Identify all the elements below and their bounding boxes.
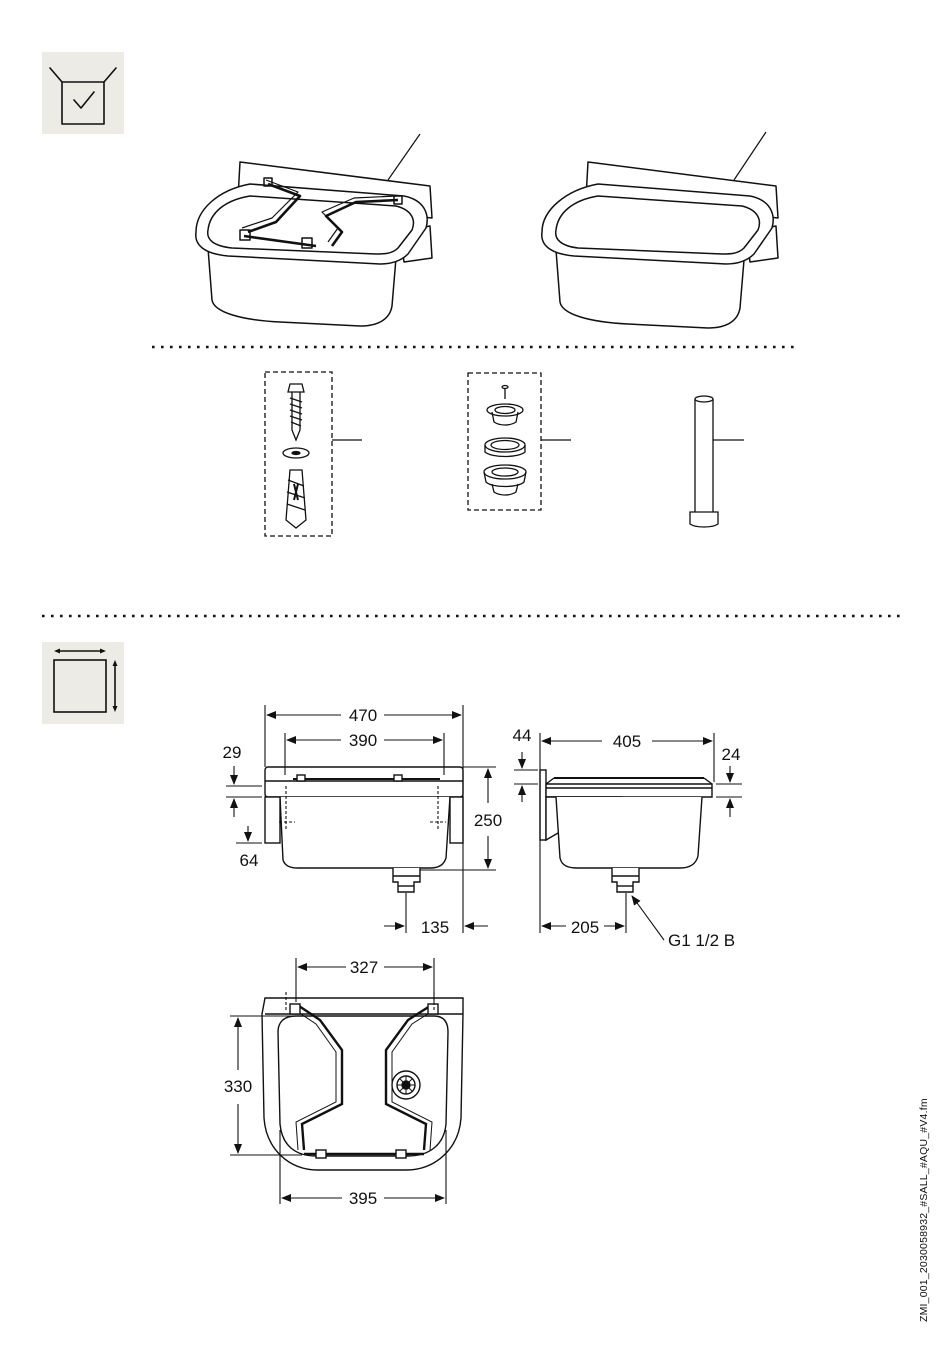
dim-rim-height: 29: [222, 743, 242, 762]
sink-with-grid-illustration: [196, 134, 432, 326]
dim-width-total: 470: [348, 706, 378, 725]
dim-bracket-height: 64: [239, 851, 259, 870]
dim-width-bottom: 395: [348, 1189, 378, 1208]
dim-bracket-spacing: 327: [349, 958, 379, 977]
waste-kit-illustration: [468, 373, 571, 510]
dim-width-inner: 390: [348, 731, 378, 750]
drain-pipe-illustration: [690, 396, 744, 527]
dim-depth-total: 405: [612, 732, 642, 751]
document-code: ZMI_001_2030058932_#SALL_#AQU_#V4.fm: [918, 1098, 930, 1322]
fixing-kit-illustration: [265, 372, 362, 536]
sink-illustration: [542, 132, 778, 328]
dim-rim-side: 24: [721, 745, 741, 764]
dim-height-total: 250: [473, 811, 503, 830]
top-view-drawing: [262, 992, 463, 1170]
dim-side-lip: 44: [512, 726, 532, 745]
dim-thread: G1 1/2 B: [668, 931, 736, 950]
front-view-drawing: [265, 767, 463, 892]
dim-depth-top: 330: [223, 1077, 253, 1096]
side-view-drawing: [540, 770, 712, 892]
dim-drain-offset-front: 135: [420, 918, 450, 937]
dim-drain-offset-side: 205: [570, 918, 600, 937]
